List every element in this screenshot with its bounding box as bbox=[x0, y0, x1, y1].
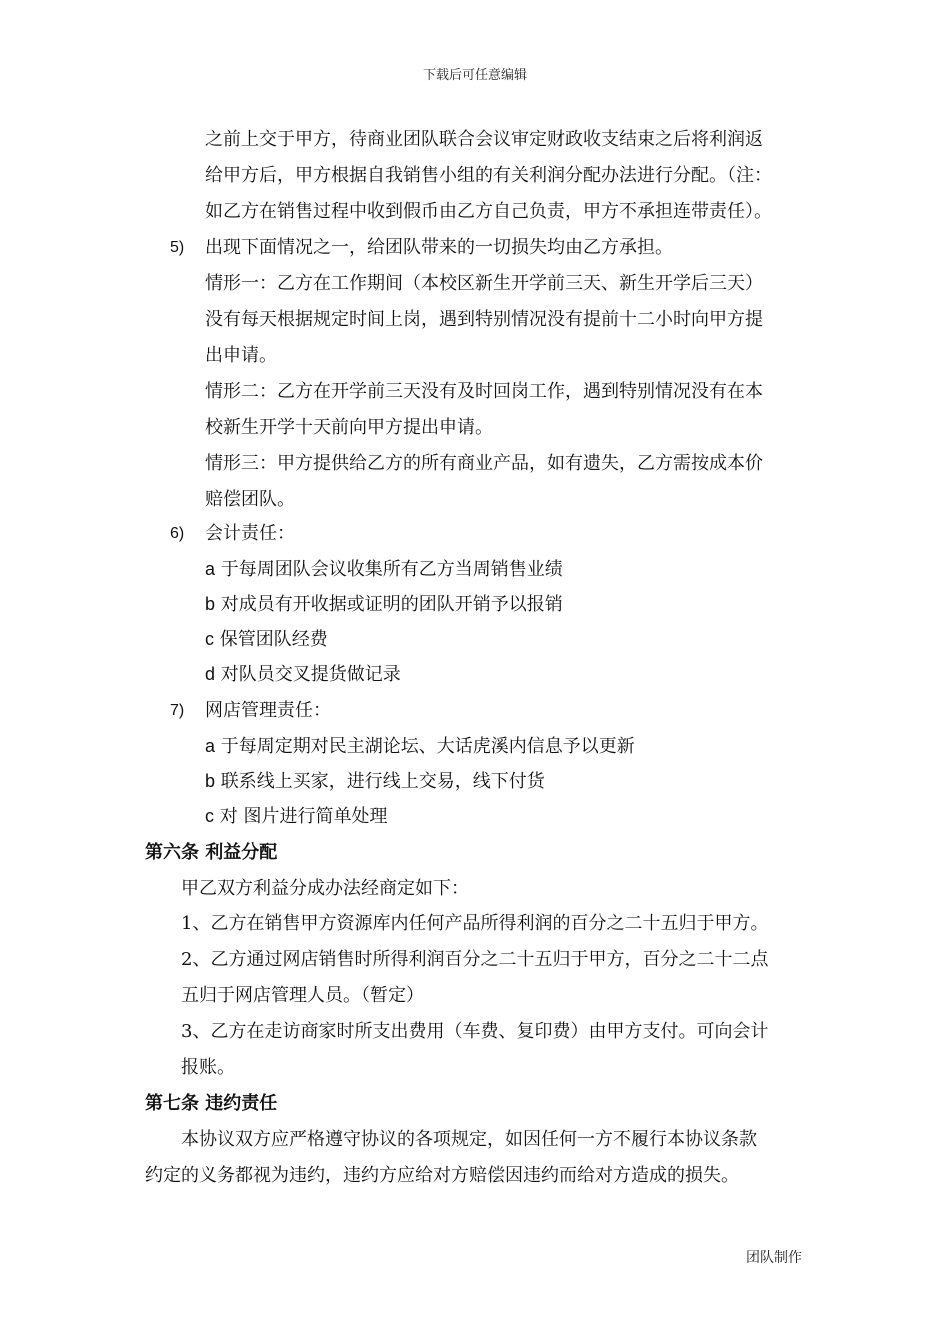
body-line: 校新生开学十天前向甲方提出申请。 bbox=[205, 417, 493, 438]
sub-item bbox=[205, 627, 328, 652]
sub-item-text: 保管团队经费 bbox=[219, 629, 328, 650]
body-line: 五归于网店管理人员。（暂定） bbox=[181, 985, 424, 1006]
body-line: 没有每天根据规定时间上岗，遇到特别情况没有提前十二小时向甲方提 bbox=[205, 309, 763, 330]
sub-item-letter: a bbox=[205, 559, 216, 579]
sub-item-letter: d bbox=[205, 664, 216, 684]
body-line: 给甲方后，甲方根据自我销售小组的有关利润分配办法进行分配。（注： bbox=[205, 165, 772, 186]
list-number: 5) bbox=[170, 239, 185, 256]
body-line: 1、乙方在销售甲方资源库内任何产品所得利润的百分之二十五归于甲方。 bbox=[181, 913, 769, 934]
sub-item-text: 对成员有开收据或证明的团队开销予以报销 bbox=[220, 594, 563, 615]
list-item-text: 会计责任： bbox=[205, 523, 295, 544]
body-line: 报账。 bbox=[181, 1057, 235, 1078]
section-heading: 第七条 违约责任 bbox=[145, 1093, 278, 1114]
body-line: 约定的义务都视为违约，违约方应给对方赔偿因违约而给对方造成的损失。 bbox=[145, 1165, 739, 1186]
body-line: 情形三：甲方提供给乙方的所有商业产品，如有遗失，乙方需按成本价 bbox=[205, 453, 763, 474]
body-line: 3、乙方在走访商家时所支出费用（车费、复印费）由甲方支付。可向会计 bbox=[181, 1021, 769, 1042]
body-line: 2、乙方通过网店销售时所得利润百分之二十五归于甲方，百分之二十二点 bbox=[181, 949, 769, 970]
list-item-text: 出现下面情况之一，给团队带来的一切损失均由乙方承担。 bbox=[205, 237, 673, 258]
sub-item-text: 于每周定期对民主湖论坛、大话虎溪内信息予以更新 bbox=[220, 736, 635, 757]
list-item-text: 网店管理责任： bbox=[205, 700, 331, 721]
list-number: 6) bbox=[170, 525, 185, 542]
list-number: 7) bbox=[170, 702, 185, 719]
sub-item-text: 于每周团队会议收集所有乙方当周销售业绩 bbox=[220, 559, 563, 580]
sub-item-text: 对队员交叉提货做记录 bbox=[220, 664, 401, 685]
sub-item bbox=[205, 804, 387, 829]
sub-item-text: 对 图片进行简单处理 bbox=[219, 806, 388, 827]
sub-item-letter: b bbox=[205, 594, 216, 614]
sub-item-letter: b bbox=[205, 771, 216, 791]
body-line: 出申请。 bbox=[205, 345, 277, 366]
body-line: 赔偿团队。 bbox=[205, 489, 295, 510]
sub-item bbox=[205, 734, 635, 759]
body-line: 甲乙双方利益分成办法经商定如下： bbox=[181, 878, 469, 899]
sub-item bbox=[205, 769, 545, 794]
sub-item bbox=[205, 662, 401, 687]
body-line: 如乙方在销售过程中收到假币由乙方自己负责，甲方不承担连带责任）。 bbox=[205, 201, 772, 222]
body-line: 情形二：乙方在开学前三天没有及时回岗工作，遇到特别情况没有在本 bbox=[205, 381, 763, 402]
sub-item-letter: c bbox=[205, 806, 214, 826]
sub-item bbox=[205, 592, 563, 617]
sub-item-letter: c bbox=[205, 629, 214, 649]
sub-item-text: 联系线上买家，进行线上交易，线下付货 bbox=[220, 771, 545, 792]
section-heading: 第六条 利益分配 bbox=[145, 842, 278, 863]
body-line: 情形一：乙方在工作期间（本校区新生开学前三天、新生开学后三天） bbox=[205, 273, 763, 294]
sub-item bbox=[205, 557, 563, 582]
page-footer: 团队制作 bbox=[746, 1250, 802, 1266]
body-line: 之前上交于甲方，待商业团队联合会议审定财政收支结束之后将利润返 bbox=[205, 129, 763, 150]
page-header: 下载后可任意编辑 bbox=[422, 68, 527, 83]
sub-item-letter: a bbox=[205, 736, 216, 756]
body-line: 本协议双方应严格遵守协议的各项规定，如因任何一方不履行本协议条款 bbox=[181, 1129, 757, 1150]
